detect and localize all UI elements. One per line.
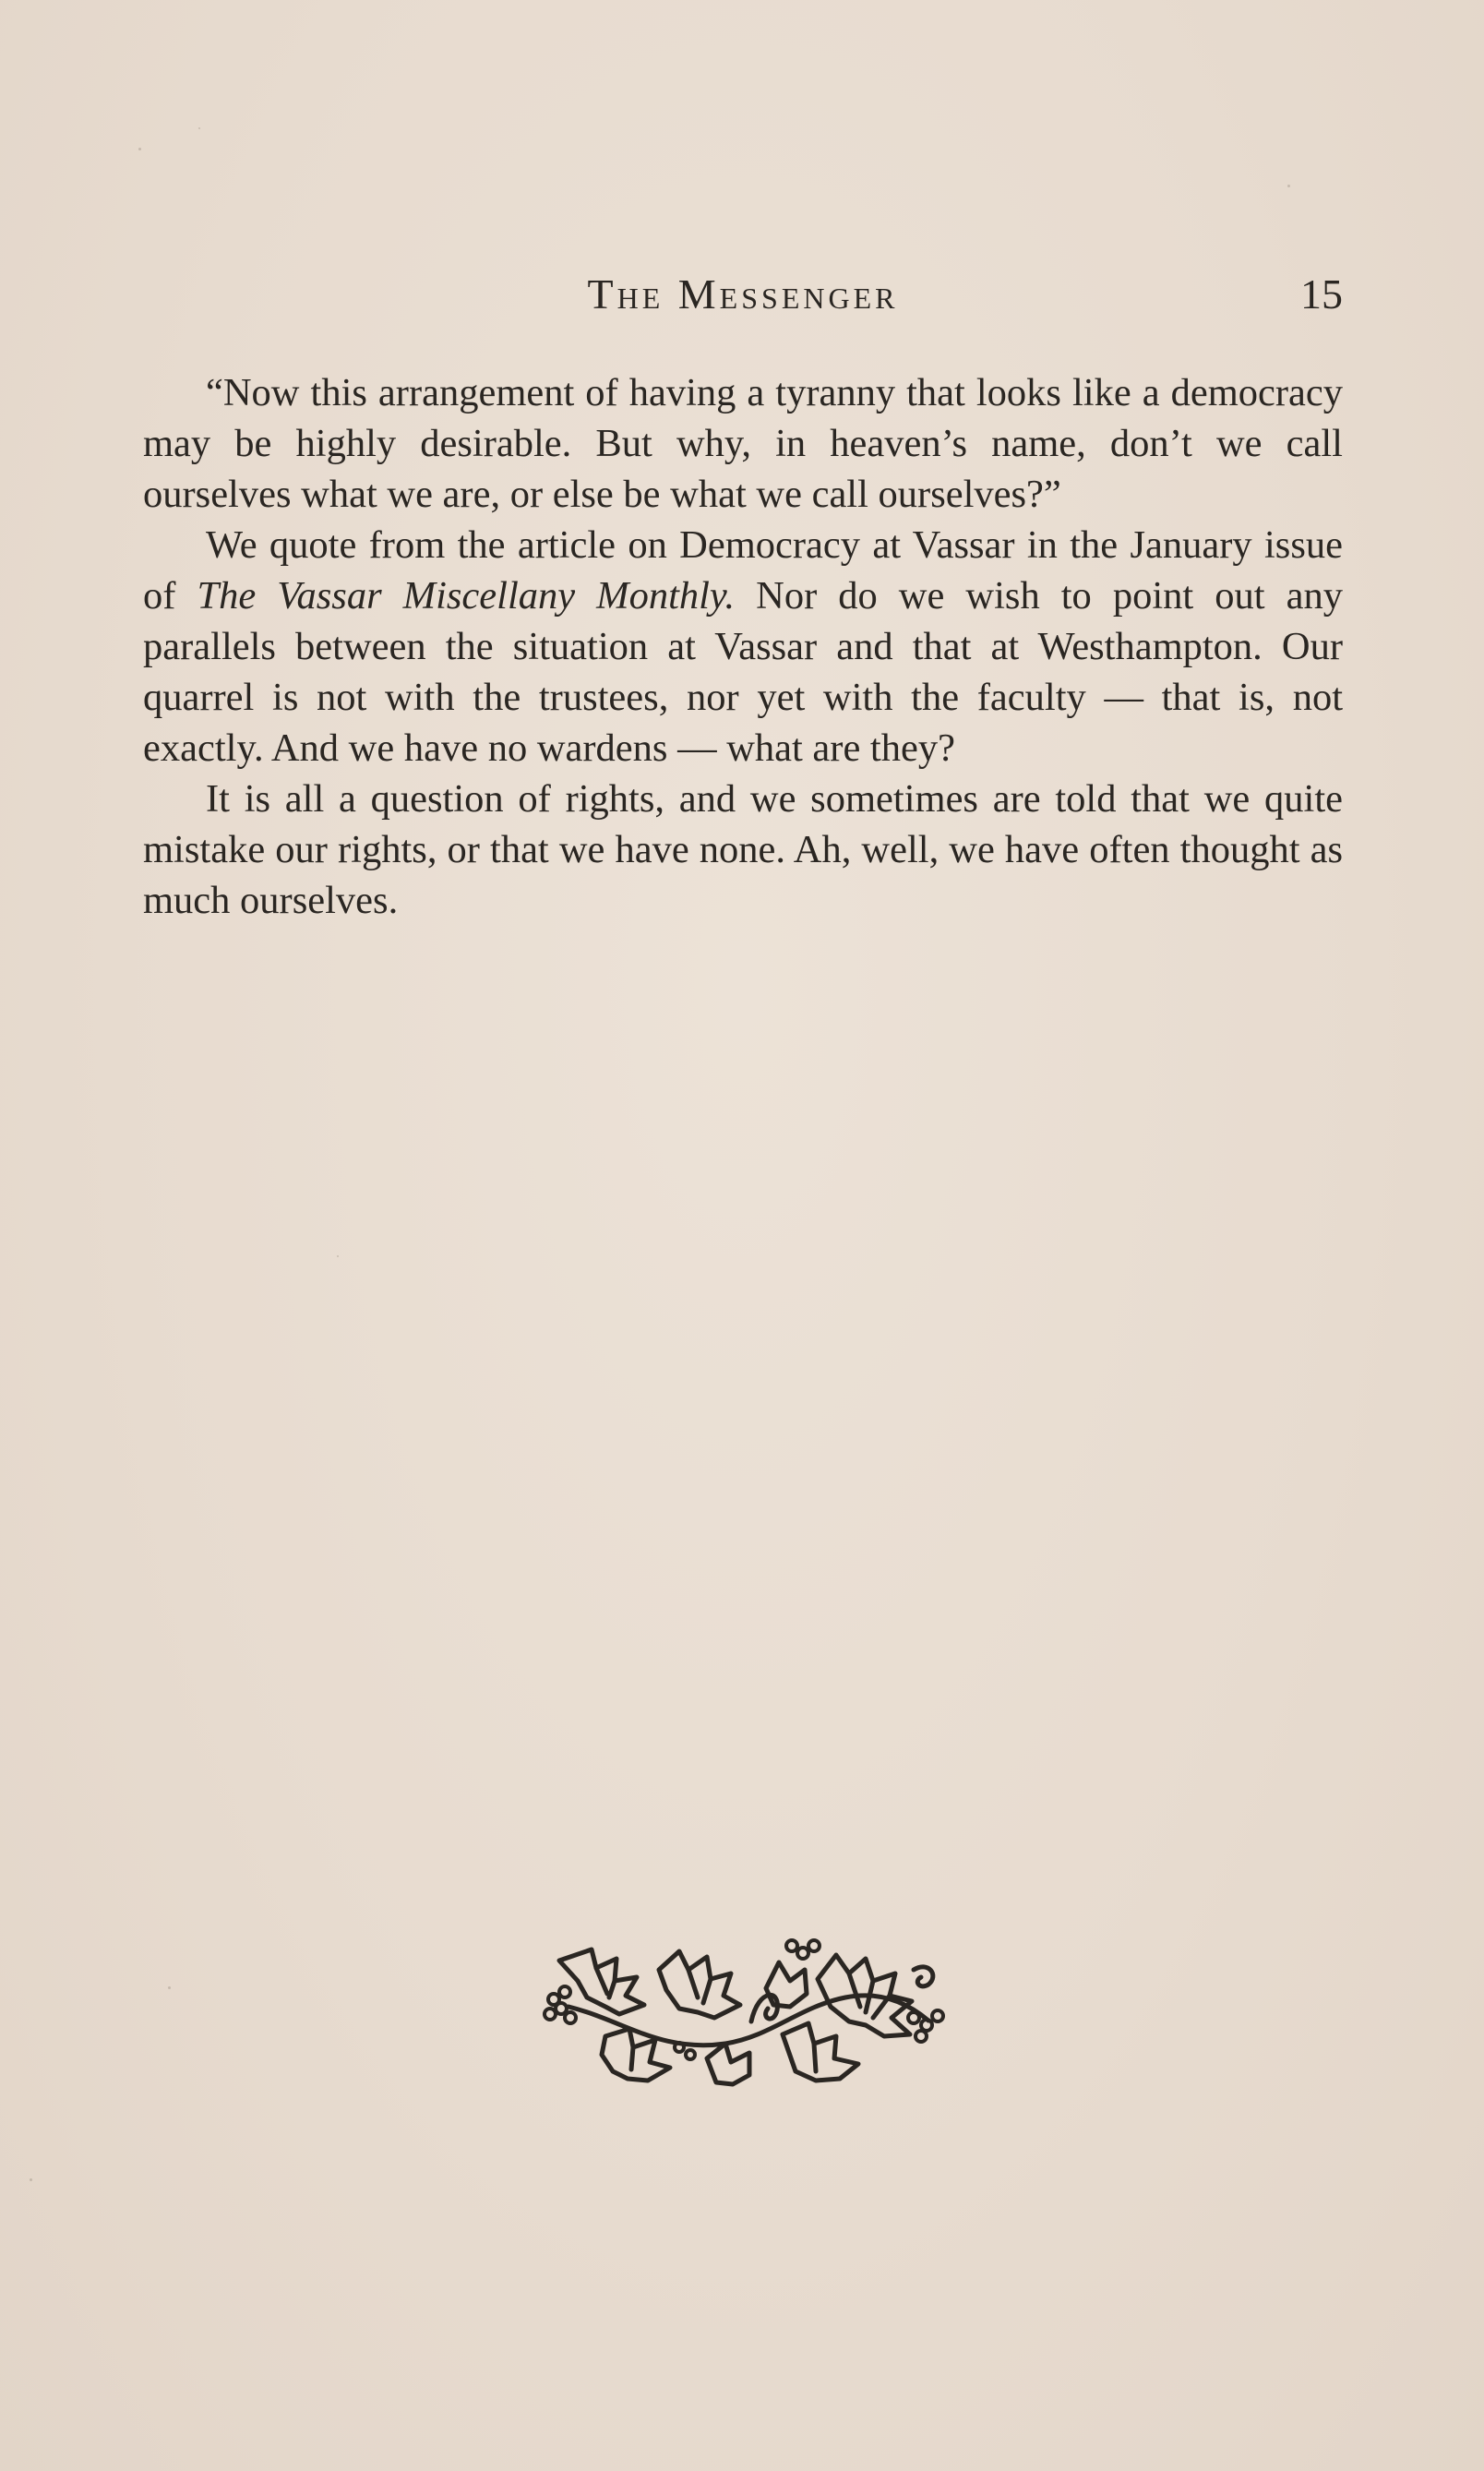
grape <box>908 2012 919 2023</box>
grape <box>916 2031 927 2042</box>
grape <box>808 1940 820 1951</box>
grape <box>786 1940 797 1951</box>
paper-speck <box>337 1255 339 1257</box>
running-header <box>143 270 1343 334</box>
paper-speck <box>138 148 141 150</box>
grape <box>921 2020 932 2031</box>
leaf <box>766 1962 807 2007</box>
paragraph-vassar <box>143 520 1343 774</box>
paragraph-text: “Now this arrangement of having a tyranny that looks like a democracy may be highly desirable. But why, in heaven’s name, don’t we call ourselves what we are, or else be what we call ourselves?” <box>143 371 1343 516</box>
vine-leaf-ornament-icon <box>541 1933 947 2088</box>
grape <box>565 2012 576 2023</box>
paper-speck <box>198 127 200 129</box>
paper-speck <box>30 2178 32 2181</box>
vine-stem <box>568 1996 928 2045</box>
grape <box>797 1948 808 1959</box>
paragraph-text: We quote from the article on Democracy at Vassar in the January issue of <box>143 523 1343 618</box>
paper-speck <box>1287 185 1290 187</box>
tendril <box>751 1995 777 2021</box>
tendril <box>914 1967 933 1986</box>
paragraph-rights <box>143 774 1343 926</box>
grape <box>556 2003 567 2014</box>
body-text <box>143 367 1343 926</box>
paper-speck <box>168 1986 171 1989</box>
grape <box>686 2050 695 2059</box>
grape <box>559 1986 570 1997</box>
leaf <box>783 2023 858 2081</box>
grape <box>675 2043 684 2052</box>
paragraph-text: Nor do we wish to point out any parallels between the situation at Vassar and that at Westhampton. Our quarrel is not with the trustees, nor yet with the faculty — that is, not exactly. And we have no wardens — what are they? <box>143 574 1343 770</box>
paragraph-text: It is all a question of rights, and we sometimes are told that we quite mistake our rights, or that we have none. Ah, well, we have often thought as much ourselves. <box>143 777 1343 922</box>
grape <box>545 2009 556 2020</box>
paragraph-quote <box>143 367 1343 520</box>
leaf <box>707 2044 749 2084</box>
running-title: The Messenger <box>587 270 899 318</box>
page-number: 15 <box>1300 270 1343 318</box>
leaf <box>659 1951 740 2018</box>
publication-title: The Vassar Miscellany Monthly. <box>197 574 736 618</box>
grape <box>932 2010 943 2021</box>
